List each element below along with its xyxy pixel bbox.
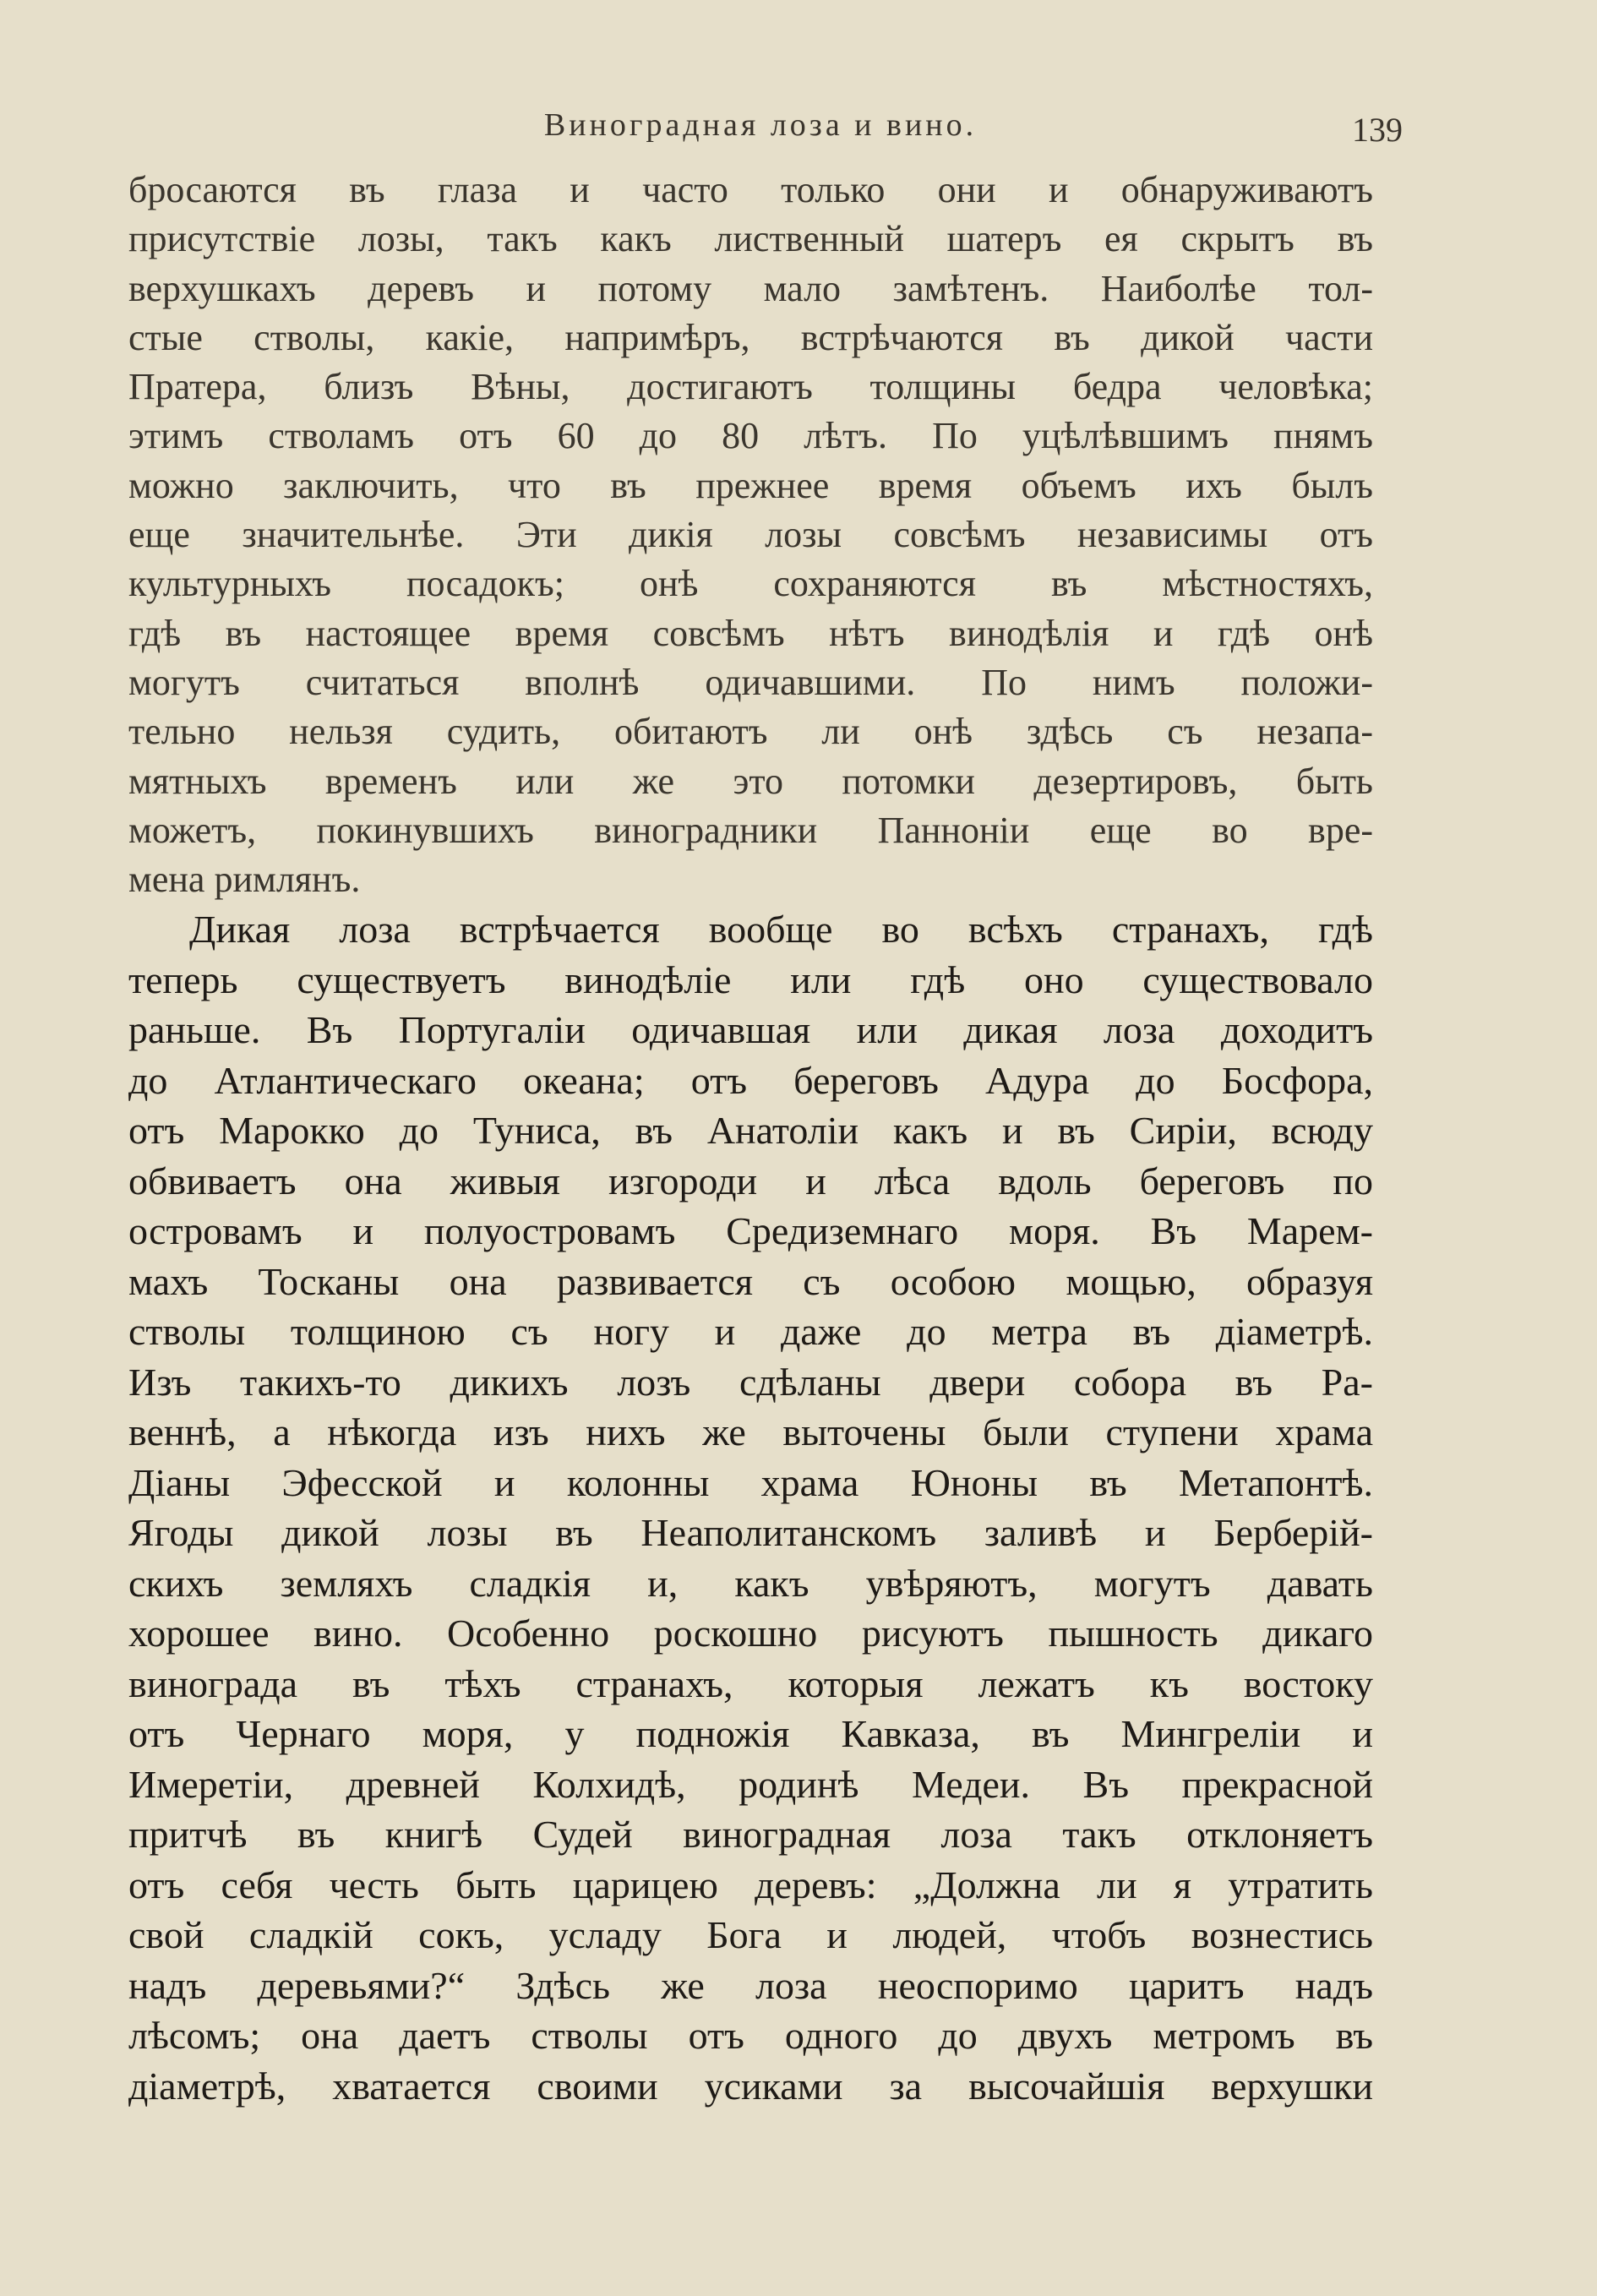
page-number: 139 — [1352, 111, 1403, 149]
text-line: стые стволы, какіе, напримѣръ, встрѣчаются въ дикой части — [128, 316, 1373, 358]
text-line: веннѣ, а нѣкогда изъ нихъ же выточены были ступени храма — [128, 1410, 1373, 1454]
text-line: гдѣ въ настоящее время совсѣмъ нѣтъ винодѣлія и гдѣ онѣ — [128, 612, 1373, 654]
text-line: Дикая лоза встрѣчается вообще во всѣхъ странахъ, гдѣ — [189, 908, 1373, 952]
text-line: діаметрѣ, хватается своими усиками за высочайшія верхушки — [128, 2064, 1373, 2108]
running-head: Виноградная лоза и вино. — [543, 107, 978, 143]
text-line: этимъ стволамъ отъ 60 до 80 лѣтъ. По уцѣлѣвшимъ пнямъ — [128, 415, 1373, 457]
text-line: хорошее вино. Особенно роскошно рисуютъ пышность дикаго — [128, 1612, 1373, 1655]
text-line: раньше. Въ Португаліи одичавшая или дикая лоза доходитъ — [128, 1008, 1373, 1052]
text-line: отъ себя честь быть царицею деревъ: „Должна ли я утратить — [128, 1862, 1373, 1906]
text-line: островамъ и полуостровамъ Средиземнаго моря. Въ Марем- — [128, 1209, 1373, 1253]
body-text — [128, 166, 1373, 2111]
text-line: обвиваетъ она живыя изгороди и лѣса вдоль береговъ по — [128, 1159, 1373, 1203]
page-header — [127, 100, 1403, 150]
text-line: присутствіе лозы, такъ какъ лиственный шатеръ ея скрытъ въ — [128, 218, 1373, 260]
text-line: мена римлянъ. — [128, 859, 361, 901]
text-line: винограда въ тѣхъ странахъ, которыя лежатъ къ востоку — [128, 1661, 1373, 1705]
text-line: притчѣ въ книгѣ Судей виноградная лоза такъ отклоняетъ — [128, 1813, 1373, 1857]
text-line: лѣсомъ; она даетъ стволы отъ одного до двухъ метромъ въ — [128, 2014, 1373, 2058]
text-line: отъ Чернаго моря, у подножія Кавказа, въ Мингреліи и — [128, 1712, 1373, 1756]
text-line: можетъ, покинувшихъ виноградники Паннонiи еще во вре- — [128, 809, 1373, 851]
text-line: мятныхъ временъ или же это потомки дезертировъ, быть — [128, 760, 1373, 802]
text-line: отъ Марокко до Туниса, въ Анатоліи какъ и въ Сиріи, всюду — [128, 1109, 1373, 1153]
text-line: верхушкахъ деревъ и потому мало замѣтенъ. Наиболѣе тол- — [128, 267, 1373, 309]
text-line: можно заключить, что въ прежнее время объемъ ихъ былъ — [128, 464, 1373, 506]
text-line: культурныхъ посадокъ; онѣ сохраняются въ мѣстностяхъ, — [128, 563, 1373, 605]
text-line: стволы толщиною съ ногу и даже до метра въ діаметрѣ. — [128, 1310, 1373, 1354]
text-line: Діаны Эфесской и колонны храма Юноны въ Метапонтѣ. — [128, 1460, 1373, 1504]
text-line: могутъ считаться вполнѣ одичавшими. По нимъ положи- — [128, 661, 1373, 703]
text-line: махъ Тосканы она развивается съ особою мощью, образуя — [128, 1259, 1373, 1303]
text-line: скихъ земляхъ сладкія и, какъ увѣряютъ, могутъ давать — [128, 1561, 1373, 1605]
text-line: теперь существуетъ винодѣліе или гдѣ оно существовало — [128, 957, 1373, 1001]
text-line: Имеретіи, древней Колхидѣ, родинѣ Медеи. Въ прекрасной — [128, 1762, 1373, 1806]
text-line: тельно нельзя судить, обитаютъ ли онѣ здѣсь съ незапа- — [128, 711, 1373, 753]
paragraph-1 — [128, 166, 1373, 904]
text-line: еще значительнѣе. Эти дикія лозы совсѣмъ независимы отъ — [128, 514, 1373, 556]
text-line: до Атлантическаго океана; отъ береговъ Адура до Босфора, — [128, 1058, 1373, 1102]
text-line: Пратера, близъ Вѣны, достигаютъ толщины бедра человѣка; — [128, 366, 1373, 408]
text-line: надъ деревьями?“ Здѣсь же лоза неоспоримо царитъ надъ — [128, 1963, 1373, 2007]
text-line: Изъ такихъ-то дикихъ лозъ сдѣланы двери собора въ Ра- — [128, 1360, 1373, 1404]
text-line: Ягоды дикой лозы въ Неаполитанскомъ заливѣ и Берберій- — [128, 1511, 1373, 1555]
text-line: бросаются въ глаза и часто только они и обнаруживаютъ — [128, 169, 1373, 210]
paragraph-2 — [128, 904, 1373, 2111]
text-line: свой сладкій сокъ, усладу Бога и людей, чтобъ вознестись — [128, 1913, 1373, 1957]
